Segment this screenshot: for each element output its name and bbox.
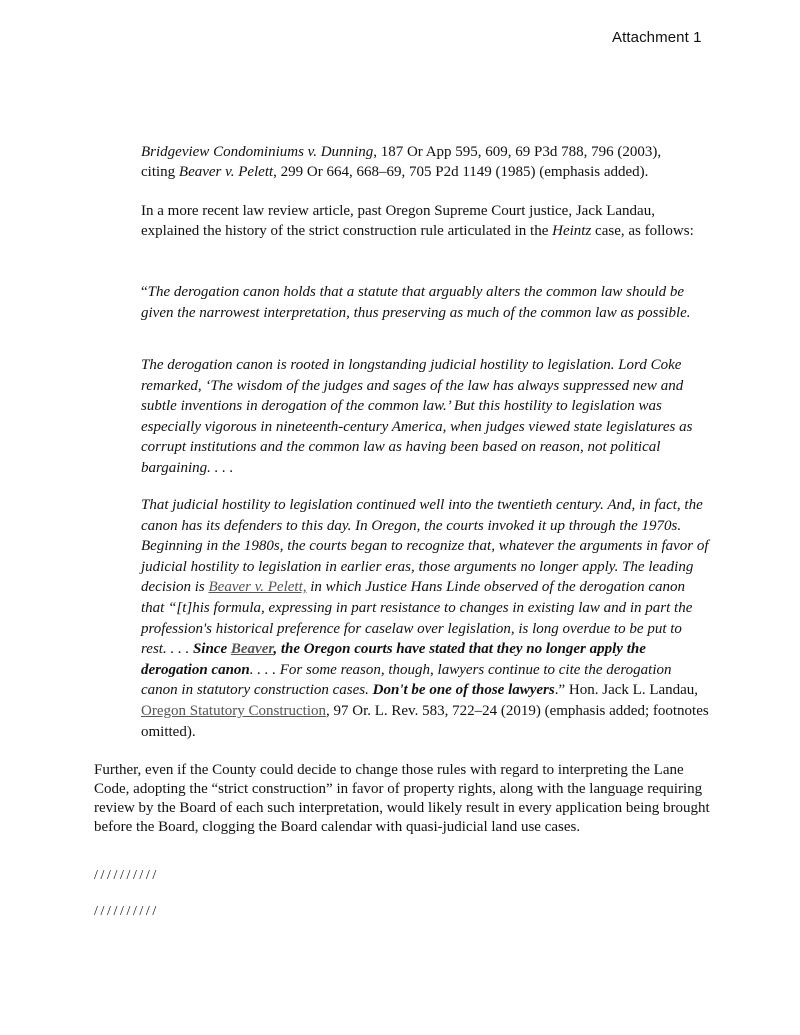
quote-1-text: The derogation canon holds that a statute that arguably alters the common law should be given the narrowest interpretation, thus preserving as much of the common law as possible.: [141, 284, 691, 321]
intro-paragraph: [141, 201, 716, 241]
quote-3-bold-end: Don't be one of those lawyers: [372, 682, 555, 699]
quote-2-text: The derogation canon is rooted in longstanding judicial hostility to legislation. Lord Coke remarked, ‘The wisdom of the judges and sages of the law has always suppressed new and subtle inventions in derogation of the common law.’ But this hostility to legislation was especially vigorous in nineteenth-century America, when judges viewed state legislatures as corrupt institutions and the common law as having been based on reason, not political bargaining. . . .: [141, 357, 693, 476]
quote-3-part3: . . . . For some reason, though, lawyers continue to cite the derogation canon in statutory construction cases.: [141, 661, 672, 699]
citing-case: Beaver v. Pelett: [178, 164, 274, 180]
open-quote: “: [141, 284, 148, 300]
landau-cite-suffix: , 97 Or. L. Rev. 583, 722–24 (2019) (emphasis added; footnotes omitted).: [141, 702, 709, 740]
attachment-label: Attachment 1: [612, 29, 702, 46]
beaver-link[interactable]: Beaver: [230, 641, 274, 658]
intro-text-before: In a more recent law review article, past Oregon Supreme Court justice, Jack Landau, explained the history of the strict construction rule articulated in the: [141, 203, 655, 239]
intro-case-italic: Heintz: [552, 223, 592, 239]
further-paragraph: [94, 761, 716, 837]
quote-3-part2: in which Justice Hans Linde observed of the derogation canon that “[t]his formula, expressing in part resistance to changes in existing law and in part the profession's historical preference for caselaw over legislation, is long overdue to be put to rest. . . .: [141, 579, 693, 658]
quote-3-bold-since: Since: [192, 641, 231, 658]
further-text: Further, even if the County could decide to change those rules with regard to interpreting the Lane Code, adopting the “strict construction” in favor of property rights, along with the language requiring review by the Board of each such interpretation, would likely result in every application being brought before the Board, clogging the Board calendar with quasi-judicial land use cases.: [94, 762, 710, 835]
intro-text-after: case, as follows:: [591, 223, 694, 239]
landau-cite-prefix: Hon. Jack L. Landau,: [565, 682, 699, 699]
quote-3-part1: That judicial hostility to legislation continued well into the twentieth century. And, in fact, the canon has its defenders to this day. In Oregon, the courts invoked it up through the 1970s. Beginning in the 1980s, the courts began to recognize that, whatever the arguments in favor of judicial hostility to legislation in earlier eras, those arguments no longer apply. The leading decision is: [141, 497, 709, 596]
oregon-statutory-construction-link[interactable]: Oregon Statutory Construction: [141, 702, 326, 719]
case-name: Bridgeview Condominiums v. Dunning: [141, 144, 374, 160]
quote-paragraph-1: [141, 282, 716, 323]
citing-cite: , 299 Or 664, 668–69, 705 P2d 1149 (1985) (emphasis added).: [273, 164, 649, 180]
quote-paragraph-2: [141, 355, 716, 479]
separator-line: //////////: [94, 904, 159, 919]
citation-block: [141, 142, 716, 182]
beaver-pelett-link[interactable]: Beaver v. Pelett,: [208, 579, 307, 596]
quote-3-bold-rest: , the Oregon courts have stated that they no longer apply the derogation canon: [141, 641, 646, 678]
quote-paragraph-3: [141, 495, 711, 742]
case-cite: , 187 Or App 595, 609, 69 P3d 788, 796 (2003),: [373, 144, 662, 160]
citing-prefix: citing: [141, 164, 179, 180]
separator-line: //////////: [94, 868, 159, 883]
close-quote: .”: [554, 682, 566, 699]
